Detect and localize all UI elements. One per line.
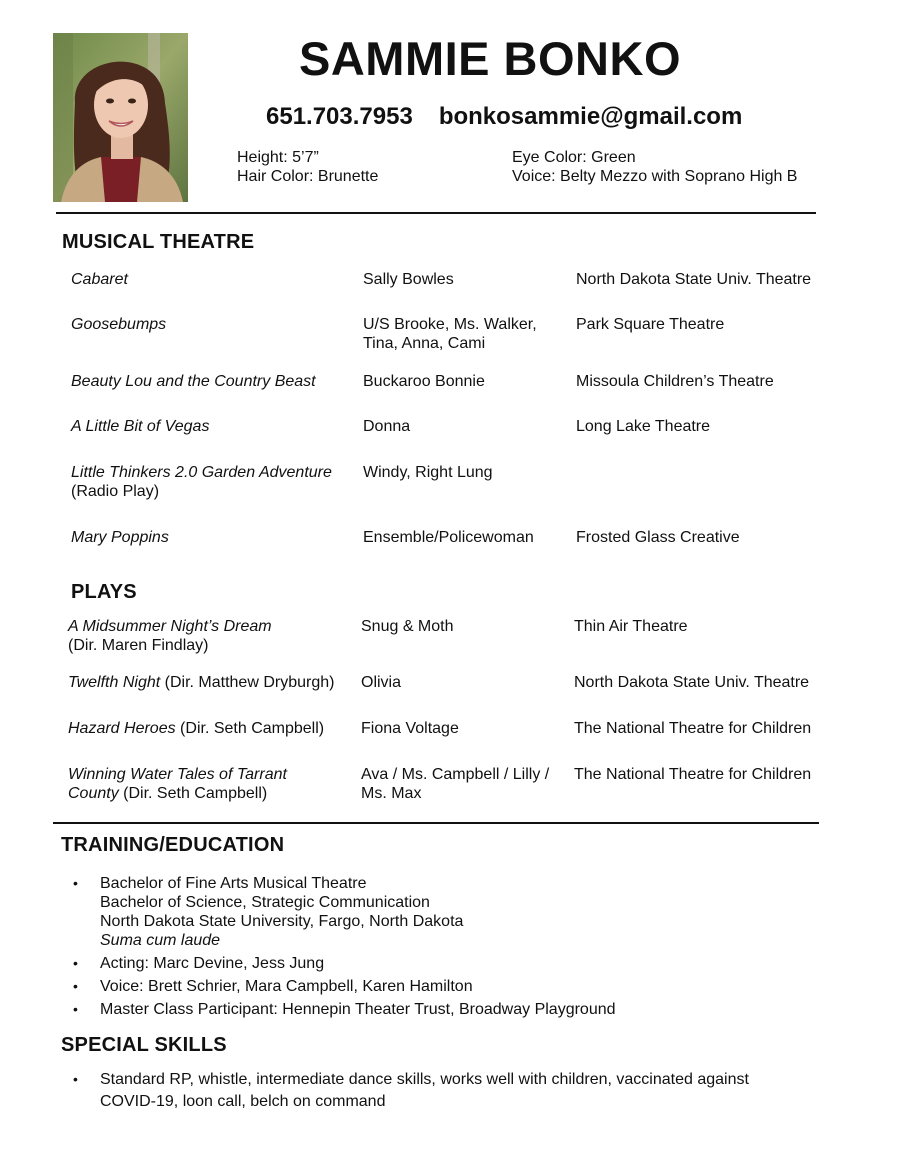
credit-theatre: The National Theatre for Children: [574, 720, 812, 737]
credit-role: Windy, Right Lung: [363, 464, 493, 481]
credit-role: Donna: [363, 418, 411, 435]
plays-heading: PLAYS: [71, 581, 137, 603]
credit-note: (Radio Play): [71, 483, 160, 500]
credit-role: Ensemble/Policewoman: [363, 529, 534, 546]
credit-theatre: Frosted Glass Creative: [576, 529, 740, 546]
credit-title: Winning Water Tales of Tarrant: [68, 766, 287, 783]
voice-stat: Voice: Belty Mezzo with Soprano High B: [512, 168, 798, 185]
credit-title: A Little Bit of Vegas: [71, 418, 210, 435]
credit-role: U/S Brooke, Ms. Walker,: [363, 316, 537, 333]
credit-title: Twelfth Night: [68, 674, 161, 691]
skills-line-continued: COVID-19, loon call, belch on command: [100, 1093, 386, 1110]
degree-bs: Bachelor of Science, Strategic Communication: [100, 894, 430, 911]
credit-director: (Dir. Seth Campbell): [175, 720, 325, 737]
credit-role-continued: Tina, Anna, Cami: [363, 335, 486, 352]
honors: Suma cum laude: [100, 932, 221, 949]
credit-role: Buckaroo Bonnie: [363, 373, 485, 390]
bullet-marker: •: [73, 1001, 78, 1017]
credit-title-line: [68, 673, 334, 692]
hair-color-stat: Hair Color: Brunette: [237, 168, 379, 185]
credit-director: (Dir. Matthew Dryburgh): [160, 674, 335, 691]
credit-director: (Dir. Seth Campbell): [118, 785, 268, 802]
bullet-marker: •: [73, 875, 78, 891]
bullet-marker: •: [73, 955, 78, 971]
applicant-name: SAMMIE BONKO: [299, 32, 681, 85]
training-heading: TRAINING/EDUCATION: [61, 834, 285, 856]
credit-title: Beauty Lou and the Country Beast: [71, 373, 316, 390]
credit-theatre: Park Square Theatre: [576, 316, 725, 333]
credit-role: Fiona Voltage: [361, 720, 459, 737]
email-address: bonkosammie@gmail.com: [438, 103, 743, 130]
credit-director: (Dir. Maren Findlay): [68, 637, 209, 654]
credit-role: Olivia: [361, 674, 402, 691]
credit-title: Little Thinkers 2.0 Garden Adventure: [71, 464, 332, 481]
credit-role: Snug & Moth: [361, 618, 454, 635]
credit-role-continued: Ms. Max: [361, 785, 422, 802]
section-divider: [53, 822, 819, 824]
header-divider: [56, 212, 816, 214]
special-skills-heading: SPECIAL SKILLS: [61, 1034, 227, 1056]
credit-theatre: The National Theatre for Children: [574, 766, 812, 783]
phone-number: 651.703.7953: [266, 103, 413, 130]
acting-teachers: Acting: Marc Devine, Jess Jung: [100, 955, 325, 972]
credit-title: Goosebumps: [71, 316, 167, 333]
credit-title-continued: County: [68, 785, 119, 802]
headshot-photo: [53, 33, 188, 202]
credit-title: Mary Poppins: [71, 529, 169, 546]
credit-title: Hazard Heroes: [68, 720, 176, 737]
height-stat: Height: 5’7”: [237, 149, 319, 166]
credit-theatre: Thin Air Theatre: [574, 618, 688, 635]
master-class: Master Class Participant: Hennepin Theater Trust, Broadway Playground: [100, 1001, 616, 1018]
credit-theatre: Long Lake Theatre: [576, 418, 711, 435]
credit-role: Ava / Ms. Campbell / Lilly /: [361, 766, 550, 783]
credit-theatre: North Dakota State Univ. Theatre: [576, 271, 812, 288]
school-name: North Dakota State University, Fargo, North Dakota: [100, 913, 464, 930]
contact-line: [266, 102, 742, 132]
credit-theatre: Missoula Children’s Theatre: [576, 373, 774, 390]
bullet-marker: •: [73, 1071, 78, 1087]
credit-title: Cabaret: [71, 271, 128, 288]
credit-role: Sally Bowles: [363, 271, 454, 288]
voice-teachers: Voice: Brett Schrier, Mara Campbell, Karen Hamilton: [100, 978, 473, 995]
credit-title-line: [68, 784, 267, 803]
degree-bfa: Bachelor of Fine Arts Musical Theatre: [100, 875, 367, 892]
credit-title-line: [68, 719, 324, 738]
credit-title: A Midsummer Night’s Dream: [68, 618, 272, 635]
skills-line: Standard RP, whistle, intermediate dance skills, works well with children, vaccinated against: [100, 1071, 749, 1088]
credit-theatre: North Dakota State Univ. Theatre: [574, 674, 810, 691]
musical-theatre-heading: MUSICAL THEATRE: [62, 231, 255, 253]
bullet-marker: •: [73, 978, 78, 994]
eye-color-stat: Eye Color: Green: [512, 149, 636, 166]
